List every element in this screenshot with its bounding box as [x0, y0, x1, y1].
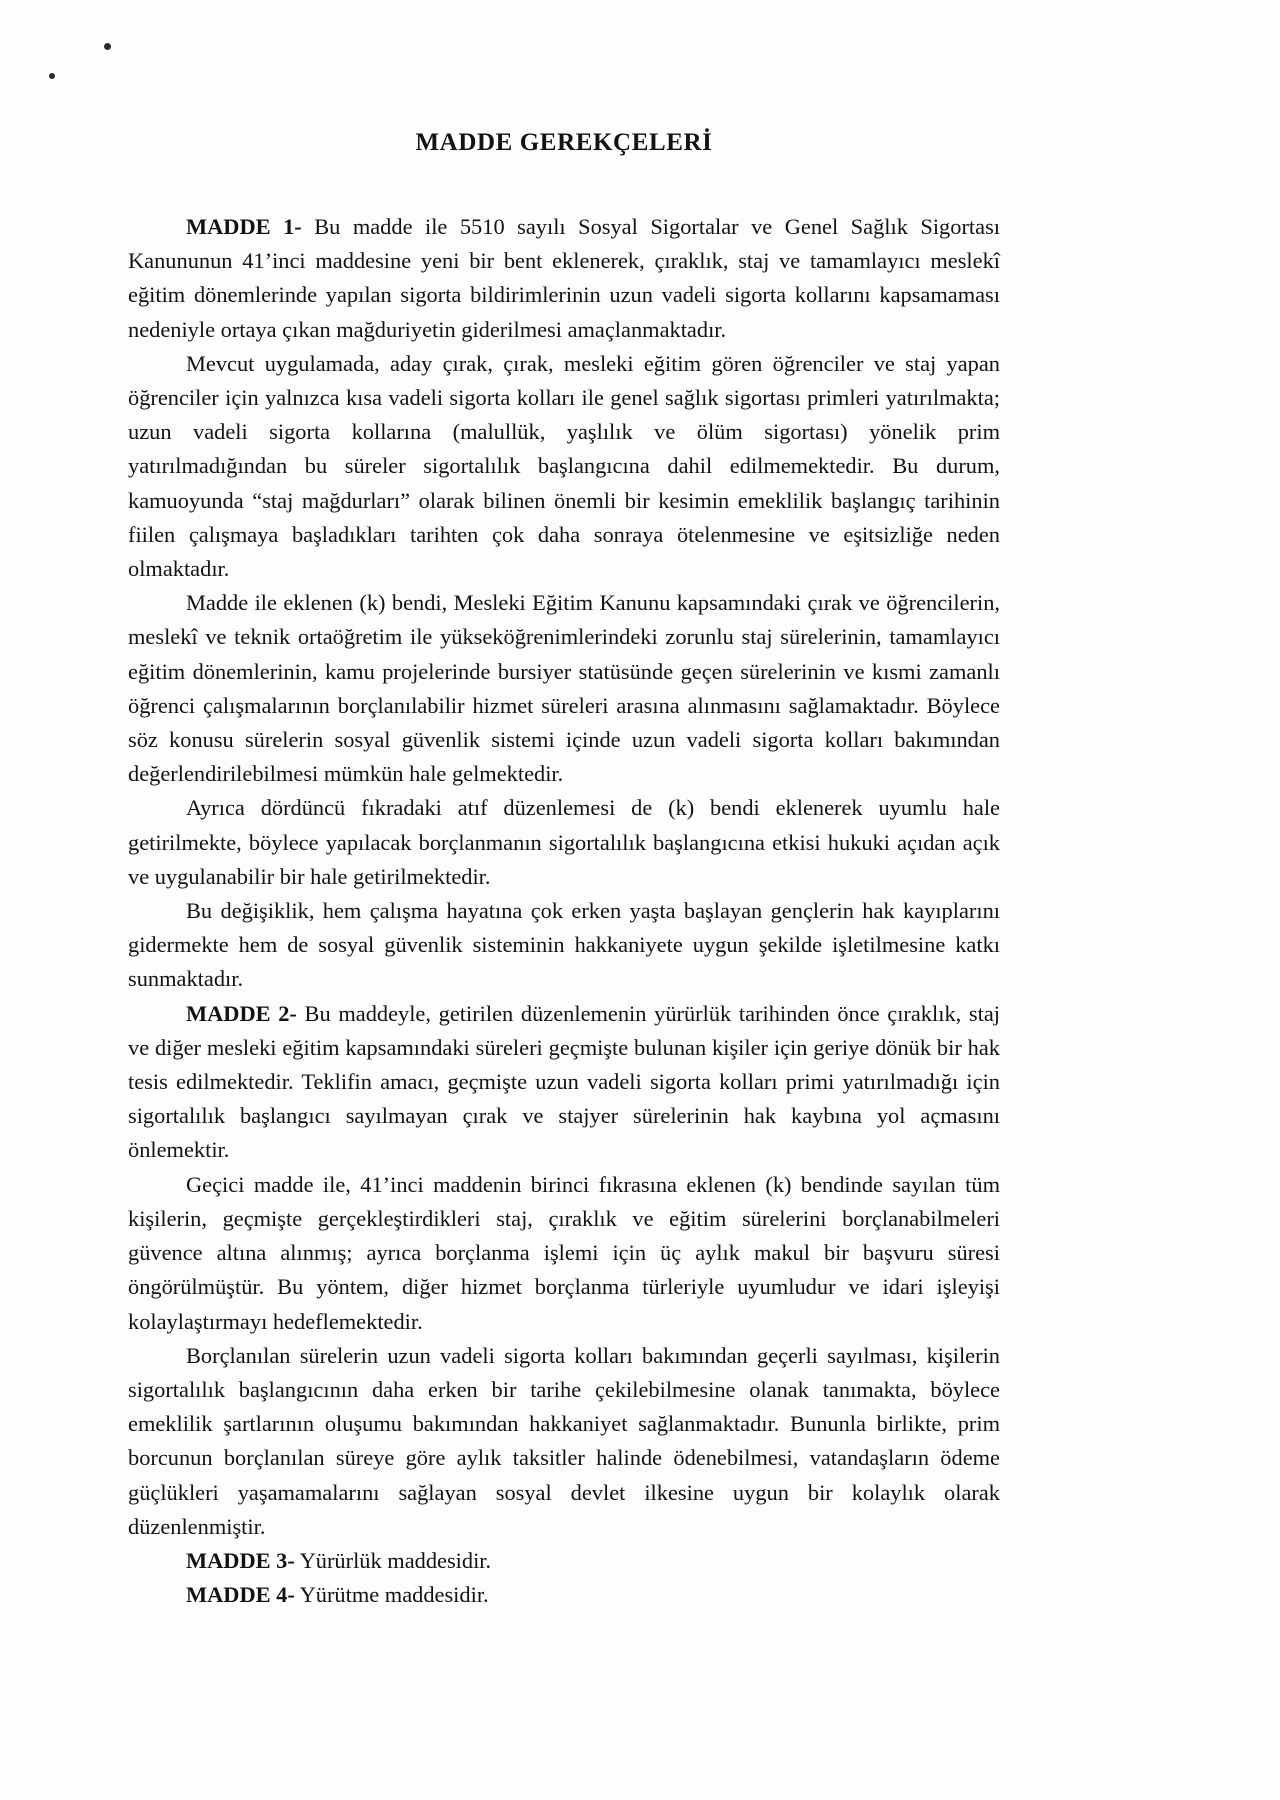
paragraph-madde-2 [128, 997, 1000, 1168]
paragraph-text: Ayrıca dördüncü fıkradaki atıf düzenlemesi de (k) bendi eklenerek uyumlu hale getirilmekte, böylece yapılacak borçlanmanın sigortalılık başlangıcına etkisi hukuki açıdan açık ve uygulanabilir bir hale getirilmektedir. [128, 795, 1000, 889]
paragraph-madde-4 [128, 1578, 1000, 1612]
page-title: MADDE GEREKÇELERİ [415, 129, 713, 156]
run-in-heading-madde-1: MADDE 1- [186, 214, 302, 239]
paragraph-text: Madde ile eklenen (k) bendi, Mesleki Eğitim Kanunu kapsamındaki çırak ve öğrencilerin, meslekî ve teknik ortaöğretim ile yükseköğrenimlerindeki zorunlu staj sürelerinin, tamamlayıcı eğitim dönemlerinin, kamu projelerinde bursiyer statüsünde geçen sürelerinin ve kısmi zamanlı öğrenci çalışmalarının borçlanılabilir hizmet süreleri arasına alınmasını sağlamaktadır. Böylece söz konusu sürelerin sosyal güvenlik sistemi içinde uzun vadeli sigorta kolları bakımından değerlendirilebilmesi mümkün hale gelmektedir. [128, 590, 1000, 787]
paragraph-text: Bu değişiklik, hem çalışma hayatına çok erken yaşta başlayan gençlerin hak kayıplarını gidermekte hem de sosyal güvenlik sisteminin hakkaniyete uygun şekilde işletilmesine katkı sunmaktadır. [128, 898, 1000, 992]
run-in-heading-madde-3: MADDE 3- [186, 1547, 295, 1573]
paragraph-borclanilan-sureler [128, 1339, 1000, 1544]
run-in-heading-madde-2: MADDE 2- [186, 1000, 297, 1026]
paragraph-text: Geçici madde ile, 41’inci maddenin birinci fıkrasına eklenen (k) bendinde sayılan tüm kişilerin, geçmişte gerçekleştirdikleri staj, çıraklık ve eğitim sürelerini borçlanabilmeleri güvence altına alınmış; ayrıca borçlanma işlemi için üç aylık makul bir başvuru süresi öngörülmüştür. Bu yöntem, diğer hizmet borçlanma türleriyle uyumludur ve idari işleyişi kolaylaştırmayı hedeflemektedir. [128, 1171, 1000, 1334]
paragraph-madde-3 [128, 1544, 1000, 1578]
paragraph-text: Mevcut uygulamada, aday çırak, çırak, mesleki eğitim gören öğrenciler ve staj yapan öğrenciler için yalnızca kısa vadeli sigorta kolları ile genel sağlık sigortası primleri yatırılmakta; uzun vadeli sigorta kollarına (malullük, yaşlılık ve ölüm sigortası) yönelik prim yatırılmadığından bu süreler sigortalılık başlangıcına dahil edilmemektedir. Bu durum, kamuoyunda “staj mağdurları” olarak bilinen önemli bir kesimin emeklilik başlangıç tarihinin fiilen çalışmaya başladıkları tarihten çok daha sonraya ötelenmesine ve eşitsizliğe neden olmaktadır. [128, 350, 1000, 582]
run-in-heading-madde-4: MADDE 4- [186, 1582, 295, 1608]
paragraph-text: Bu maddeyle, getirilen düzenlemenin yürürlük tarihinden önce çıraklık, staj ve diğer mesleki eğitim kapsamındaki süreleri geçmişte bulunan kişiler için geriye dönük bir hak tesis edilmektedir. Teklifin amacı, geçmişte uzun vadeli sigorta kolları primi yatırılmadığı için sigortalılık başlangıcı sayılmayan çırak ve stajyer sürelerinin hak kaybına yol açmasını önlemektir. [128, 1000, 1000, 1163]
paragraph-gecici-madde [128, 1168, 1000, 1339]
document-content [128, 0, 1000, 1612]
paragraph-text: Bu madde ile 5510 sayılı Sosyal Sigortalar ve Genel Sağlık Sigortası Kanununun 41’inci maddesine yeni bir bent eklenerek, çıraklık, staj ve tamamlayıcı meslekî eğitim dönemlerinde yapılan sigorta bildirimlerinin uzun vadeli sigorta kollarını kapsamaması nedeniyle ortaya çıkan mağduriyetin giderilmesi amaçlanmaktadır. [128, 214, 1001, 342]
paragraph-text: Borçlanılan sürelerin uzun vadeli sigorta kolları bakımından geçerli sayılması, kişilerin sigortalılık başlangıcının daha erken bir tarihe çekilebilmesine olanak tanımakta, böylece emeklilik şartlarının oluşumu bakımından hakkaniyet sağlanmaktadır. Bununla birlikte, prim borcunun borçlanılan süreye göre aylık taksitler halinde ödenebilmesi, vatandaşların ödeme güçlükleri yaşamamalarını sağlayan sosyal devlet ilkesine uygun bir kolaylık olarak düzenlenmiştir. [128, 1342, 1000, 1539]
paragraph-madde-ile-eklenen-k-bendi [128, 586, 1000, 791]
scan-artifact-dot [103, 42, 112, 51]
paragraph-text: Yürütme maddesidir. [294, 1582, 489, 1608]
paragraph-mevcut-uygulama [128, 347, 1000, 586]
scan-artifact-dot [49, 73, 55, 79]
paragraph-ayrica-dorduncu-fikra [128, 791, 1000, 894]
paragraph-text: Yürürlük maddesidir. [294, 1547, 492, 1573]
paragraph-madde-1 [128, 210, 1000, 347]
paragraph-bu-degisiklik [128, 894, 1000, 997]
body-text [128, 210, 1000, 1612]
